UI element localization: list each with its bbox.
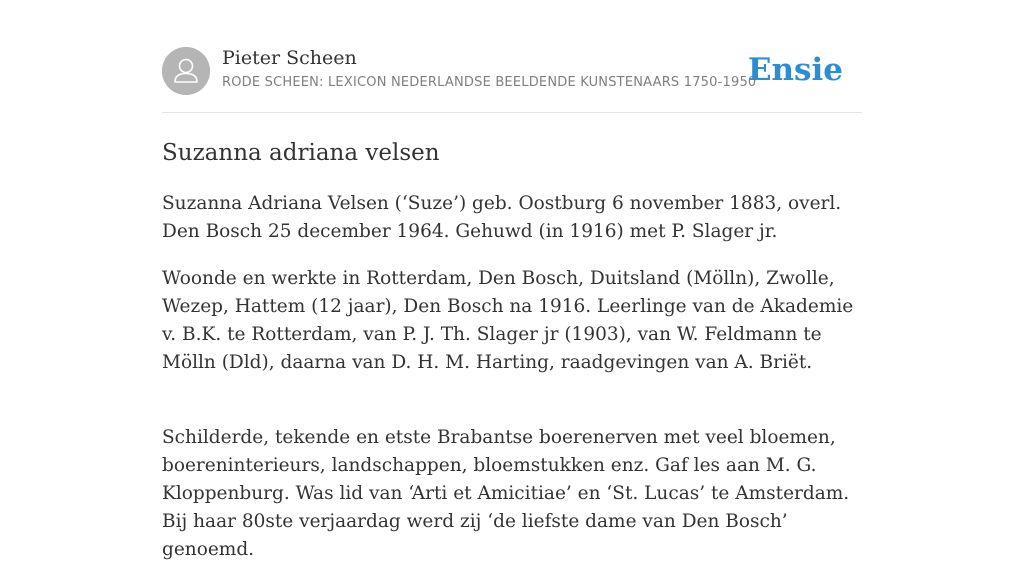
user-silhouette-icon	[162, 47, 210, 95]
article-body	[162, 190, 862, 583]
content-container	[162, 0, 862, 560]
source-title[interactable]: RODE SCHEEN: LEXICON NEDERLANDSE BEELDENDE KUNSTENAARS 1750-1950	[222, 75, 757, 90]
avatar[interactable]	[162, 47, 210, 95]
paragraph: Suzanna Adriana Velsen (‘Suze’) geb. Oostburg 6 november 1883, overl. Den Bosch 25 december 1964. Gehuwd (in 1916) met P. Slager jr.	[162, 193, 842, 242]
paragraph: Schilderde, tekende en etste Brabantse boerenerven met veel bloemen, boereninterieurs, landschappen, bloemstukken enz. Gaf les aan M. G. Kloppenburg. Was lid van ‘Arti et Amicitiae’ en ‘St. Lucas’ te Amsterdam. Bij haar 80ste verjaardag werd zij ‘de liefste dame van Den Bosch’ genoemd.	[162, 427, 850, 560]
paragraph: Woonde en werkte in Rotterdam, Den Bosch, Duitsland (Mölln), Zwolle, Wezep, Hattem (12 jaar), Den Bosch na 1916. Leerlinge van de Akademie v. B.K. te Rotterdam, van P. J. Th. Slager jr (1903), van W. Feldmann te Mölln (Dld), daarna van D. H. M. Harting, raadgevingen van A. Briët.	[162, 268, 854, 373]
author-header	[162, 0, 862, 113]
author-name[interactable]: Pieter Scheen	[222, 47, 357, 69]
article-title: Suzanna adriana velsen	[162, 140, 440, 166]
paragraph-spacer	[162, 396, 862, 424]
brand-logo[interactable]: Ensie	[747, 52, 843, 88]
